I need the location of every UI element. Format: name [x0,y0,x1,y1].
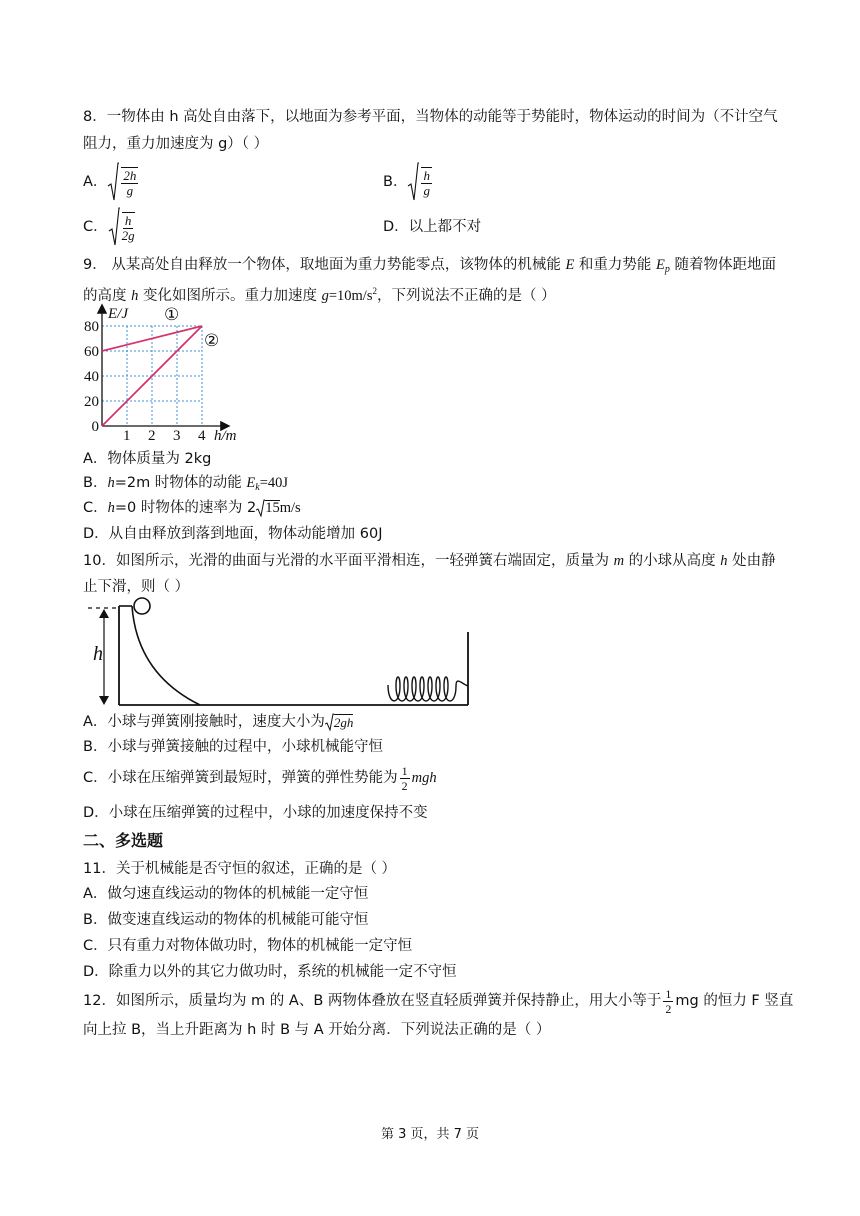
series-label-1: ① [164,305,180,325]
y-tick-label: 80 [84,319,99,335]
q10-option-c: C．小球在压缩弹簧到最短时，弹簧的弹性势能为 $\frac{1}{2}$ mgh [83,763,437,793]
energy-height-chart [82,302,252,444]
q8-stem-line2: 阻力，重力加速度为 g）（ ） [83,136,269,152]
x-tick-label: 4 [198,428,206,444]
q8-stem-line1: 8．一物体由 h 高处自由落下，以地面为参考平面，当物体的动能等于势能时，物体运动的时间为（不计空气 [83,109,778,125]
q11-option-b: B．做变速直线运动的物体的机械能可能守恒 [83,912,369,928]
q9-option-a: A．物体质量为 2kg [83,451,212,467]
x-tick-label: 2 [148,428,156,444]
q8-option-c: C． $\frac{h}{2g}$ [83,206,137,248]
x-axis-label: h/m [214,428,237,444]
q9-option-c: C．h=0 时物体的速率为 2 15 m/s [83,500,301,516]
x-tick-label: 3 [173,428,181,444]
ramp-curve [132,606,200,705]
q11-stem: 11．关于机械能是否守恒的叙述，正确的是（ ） [83,861,397,877]
series-label-2: ② [204,331,220,351]
q10-stem-line2: 止下滑，则（ ） [83,579,190,595]
q11-option-d: D．除重力以外的其它力做功时，系统的机械能一定不守恒 [83,964,457,980]
q8-option-d: D．以上都不对 [383,219,482,235]
q8-option-a: A． $\frac{2h}{g}$ [83,162,140,202]
height-arrow-down-icon [99,696,109,705]
q10-stem-line1: 10．如图所示，光滑的曲面与光滑的水平面平滑相连，一轻弹簧右端固定，质量为 m 的小球从高度 h 处由静 [83,553,776,569]
ball [134,598,150,614]
y-axis-label: E/J [108,306,128,322]
y-tick-label: 40 [84,369,99,385]
spring [388,677,468,701]
y-tick-label: 60 [84,344,99,360]
ramp-spring-figure [82,596,474,710]
q10-option-a: A．小球与弹簧刚接触时，速度大小为 2gh [83,714,354,730]
q10-option-d: D．小球在压缩弹簧的过程中，小球的加速度保持不变 [83,805,428,821]
y-tick-label: 20 [84,394,99,410]
height-arrow-up-icon [99,609,109,618]
q9-stem-line2: 的高度 h 变化如图所示。重力加速度 $g=10m/s^2$，下列说法不正确的是（ ） [83,286,556,304]
page-footer: 第 3 页，共 7 页 [380,1127,480,1142]
q12-stem-line2: 向上拉 B，当上升距离为 h 时 B 与 A 开始分离．下列说法正确的是（ ） [83,1022,551,1038]
height-label: h [93,643,103,665]
q8-option-b: B． $\frac{h}{g}$ [383,162,434,202]
q9-option-d: D．从自由释放到落到地面，物体动能增加 60J [83,526,383,542]
q9-option-b: B．h=2m 时物体的动能 $E_k=40J$ [83,475,289,493]
y-tick-label: 0 [91,419,99,435]
x-tick-label: 1 [123,428,131,444]
q12-stem-line1: 12．如图所示，质量均为 m 的 A、B 两物体叠放在竖直轻质弹簧并保持静止，用大小等于 $\frac{1}{2}$ mg 的恒力 F 竖直 [83,986,794,1016]
q11-option-c: C．只有重力对物体做功时，物体的机械能一定守恒 [83,938,413,954]
q9-stem-line1: 9． 从某高处自由释放一个物体，取地面为重力势能零点，该物体的机械能 E 和重力势能 $E_p$ 随着物体距地面 [83,257,776,275]
q11-option-a: A．做匀速直线运动的物体的机械能一定守恒 [83,886,369,902]
q10-option-b: B．小球与弹簧接触的过程中，小球机械能守恒 [83,739,383,755]
section-heading: 二、多选题 [83,831,164,850]
